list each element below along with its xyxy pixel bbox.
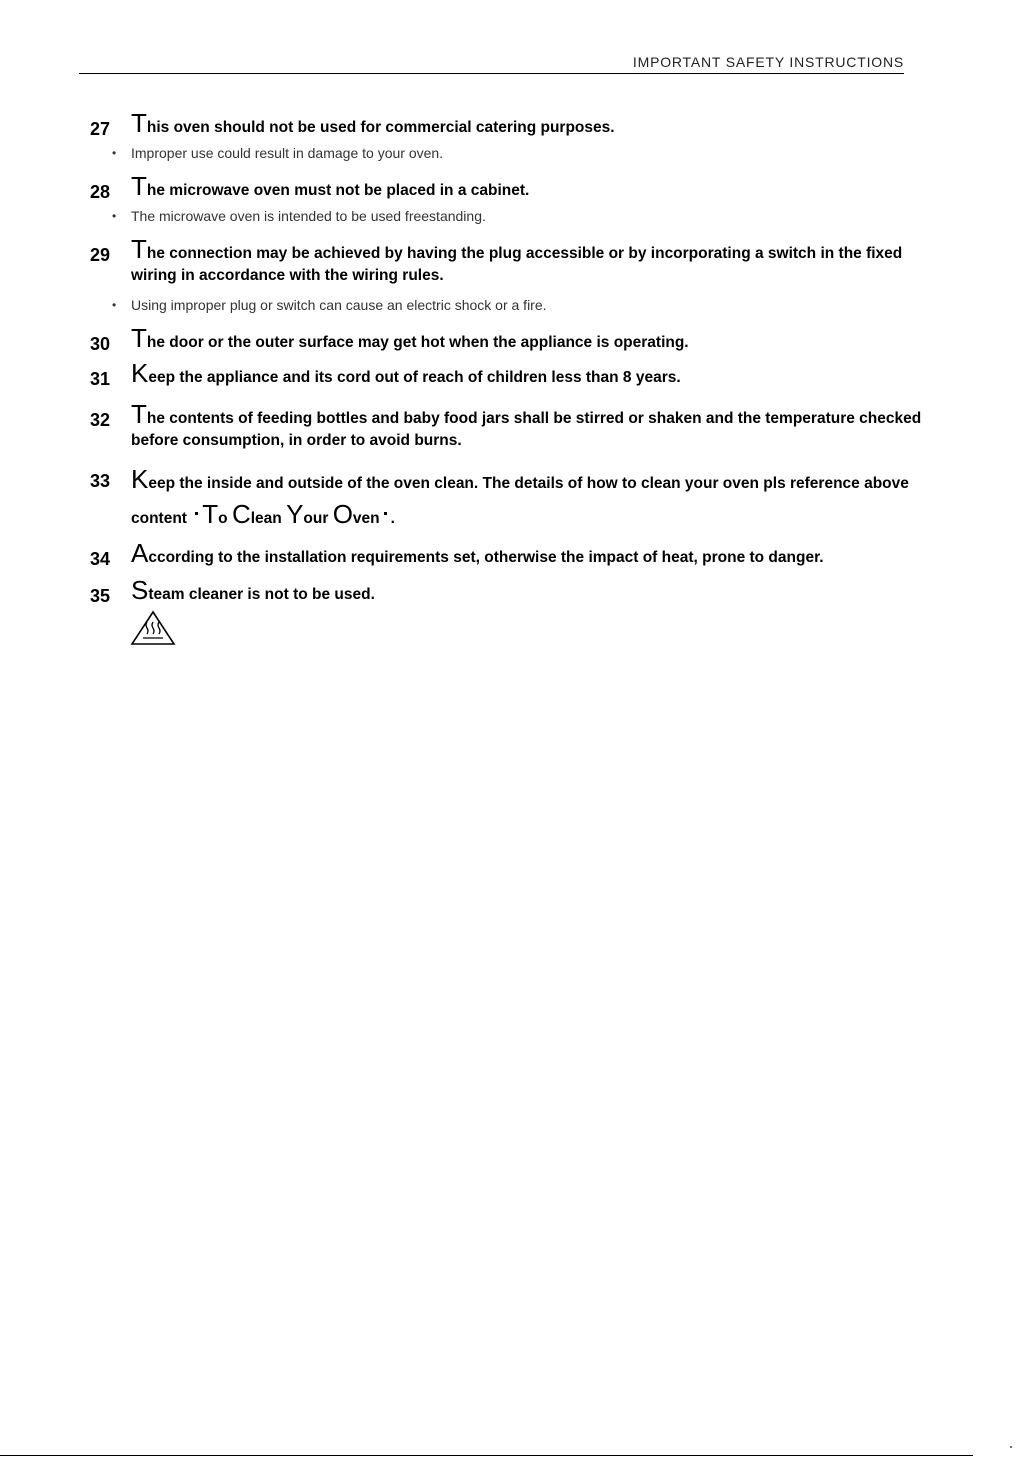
instruction-item-30 xyxy=(90,323,950,354)
ref-word-first-letter: O xyxy=(332,499,353,529)
note-text: The microwave oven is intended to be used freestanding. xyxy=(131,208,486,224)
item-text: The contents of feeding bottles and baby food jars shall be stirred or shaken and the temperature checked before consumption, in order to avoid burns. xyxy=(131,399,922,449)
item-text xyxy=(131,464,951,534)
item-text-part-b: The details of how to clean your oven pls reference above content xyxy=(131,475,909,527)
item-number: 32 xyxy=(90,410,111,430)
item-text: The connection may be achieved by having the plug accessible or by incorporating a switch in the fixed wiring in accordance with the wiring rules. xyxy=(131,234,903,284)
item-number: 35 xyxy=(90,586,111,606)
note-text: Improper use could result in damage to your oven. xyxy=(131,145,444,161)
item-text-part-a: Keep the inside and outside of the oven clean. xyxy=(131,464,479,494)
item-number: 27 xyxy=(90,119,111,139)
instruction-item-32 xyxy=(90,399,950,452)
quote-mark xyxy=(195,512,198,515)
item-number: 30 xyxy=(90,334,111,354)
footer-dot xyxy=(1010,1446,1012,1448)
item-text: According to the installation requirements set, otherwise the impact of heat, prone to danger. xyxy=(131,538,824,568)
bullet-dot: • xyxy=(112,146,117,160)
ref-word-first-letter: Y xyxy=(286,499,304,529)
instruction-item-27 xyxy=(90,108,950,139)
ref-word-your: Your xyxy=(286,499,329,529)
instruction-item-31 xyxy=(90,358,950,389)
item-number: 34 xyxy=(90,549,111,569)
item-note xyxy=(90,295,950,315)
instruction-item-29 xyxy=(90,234,950,287)
item-text: The door or the outer surface may get hot when the appliance is operating. xyxy=(131,323,689,353)
ref-word-clean: Clean xyxy=(231,499,282,529)
item-number: 31 xyxy=(90,369,111,389)
item-number: 28 xyxy=(90,182,111,202)
quote-mark xyxy=(384,512,387,515)
ref-word-first-letter: T xyxy=(202,499,219,529)
ref-word-to: To xyxy=(202,499,228,529)
item-text: This oven should not be used for commercial catering purposes. xyxy=(131,108,615,138)
bullet-dot: • xyxy=(112,209,117,223)
instruction-item-33 xyxy=(90,464,950,534)
ref-word-oven: Oven xyxy=(332,499,380,529)
item-text: The microwave oven must not be placed in a cabinet. xyxy=(131,171,530,201)
bullet-dot: • xyxy=(112,298,117,312)
item-number: 29 xyxy=(90,245,111,265)
instruction-item-34 xyxy=(90,538,950,569)
hot-surface-warning-icon xyxy=(130,610,176,646)
note-text: Using improper plug or switch can cause an electric shock or a fire. xyxy=(131,297,547,313)
instruction-item-28 xyxy=(90,171,950,202)
page-header-title: IMPORTANT SAFETY INSTRUCTIONS xyxy=(632,54,904,70)
item-note xyxy=(90,143,950,163)
ref-end: . xyxy=(390,510,395,527)
ref-word-first-letter: C xyxy=(231,499,251,529)
item-text: Keep the appliance and its cord out of reach of children less than 8 years. xyxy=(131,358,681,388)
safety-instructions-list xyxy=(90,108,950,646)
item-note xyxy=(90,206,950,226)
header-rule xyxy=(79,73,904,74)
item-text: Steam cleaner is not to be used. xyxy=(131,575,375,605)
item-number: 33 xyxy=(90,471,111,491)
footer-rule xyxy=(0,1455,973,1456)
instruction-item-35 xyxy=(90,575,950,606)
